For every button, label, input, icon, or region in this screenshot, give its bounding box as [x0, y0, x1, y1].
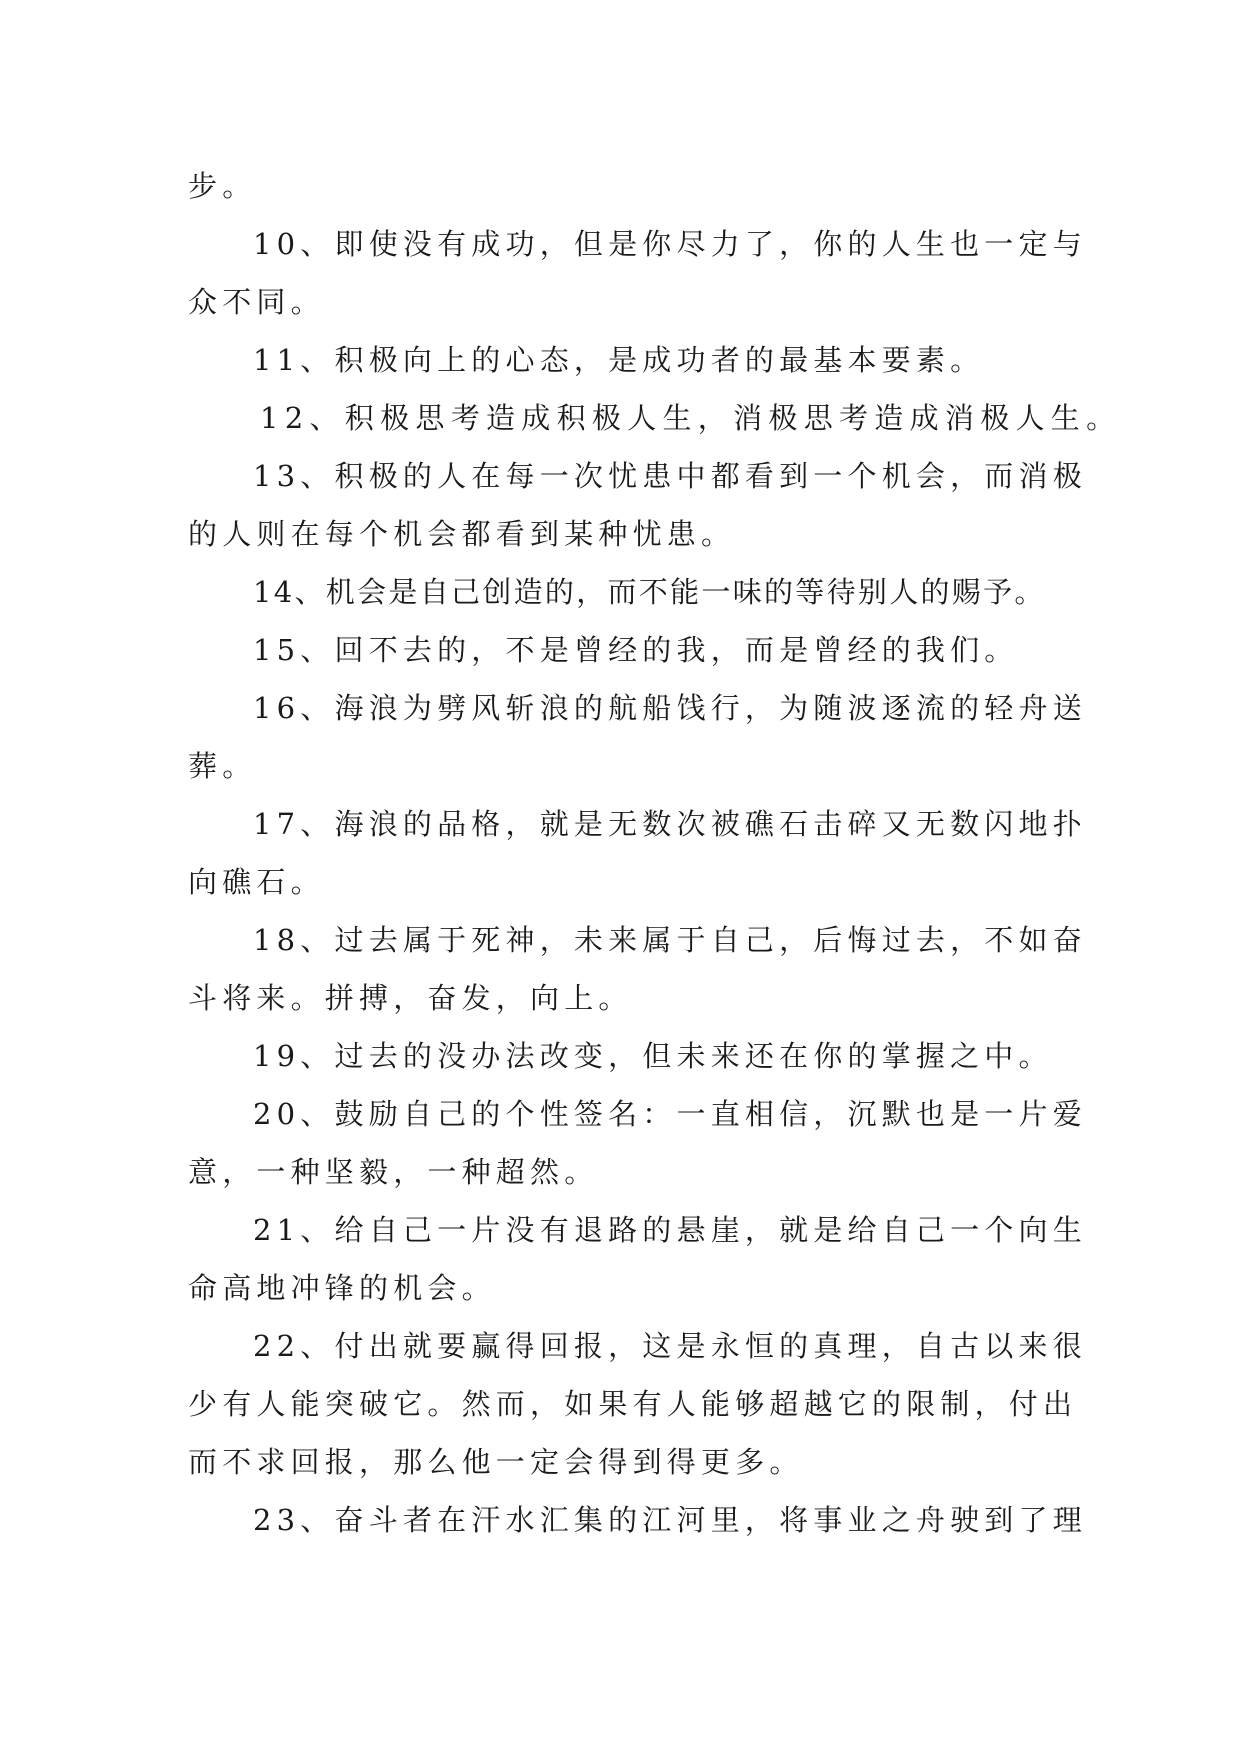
- text-line: 18、过去属于死神，未来属于自己，后悔过去，不如奋: [253, 923, 1087, 957]
- text-line: 19、过去的没办法改变，但未来还在你的掌握之中。: [253, 1039, 1053, 1073]
- text-line: 15、回不去的，不是曾经的我，而是曾经的我们。: [253, 633, 1019, 667]
- text-line: 葬。: [188, 749, 257, 783]
- text-line: 22、付出就要赢得回报，这是永恒的真理，自古以来很: [253, 1329, 1087, 1363]
- text-line: 而不求回报，那么他一定会得到得更多。: [188, 1445, 804, 1479]
- text-line: 12、积极思考造成积极人生，消极思考造成消极人生。: [260, 401, 1122, 435]
- text-line: 众不同。: [188, 285, 325, 319]
- text-line: 斗将来。拼搏，奋发，向上。: [188, 981, 633, 1015]
- text-line: 16、海浪为劈风斩浪的航船饯行，为随波逐流的轻舟送: [253, 691, 1087, 725]
- text-line: 少有人能突破它。然而，如果有人能够超越它的限制，付出: [188, 1387, 1078, 1421]
- text-line: 23、奋斗者在汗水汇集的江河里，将事业之舟驶到了理: [253, 1503, 1087, 1537]
- text-line: 21、给自己一片没有退路的悬崖，就是给自己一个向生: [253, 1213, 1087, 1247]
- text-line: 13、积极的人在每一次忧患中都看到一个机会，而消极: [253, 459, 1087, 493]
- text-line: 意，一种坚毅，一种超然。: [188, 1155, 599, 1189]
- text-line: 10、即使没有成功，但是你尽力了，你的人生也一定与: [253, 227, 1087, 261]
- text-line: 向礁石。: [188, 865, 325, 899]
- text-line: 14、机会是自己创造的，而不能一味的等待别人的赐予。: [253, 575, 1046, 609]
- text-line: 命高地冲锋的机会。: [188, 1271, 496, 1305]
- text-line: 的人则在每个机会都看到某种忧患。: [188, 517, 736, 551]
- text-line: 11、积极向上的心态，是成功者的最基本要素。: [253, 343, 985, 377]
- text-line: 步。: [188, 169, 257, 203]
- text-line: 20、鼓励自己的个性签名：一直相信，沉默也是一片爱: [253, 1097, 1087, 1131]
- text-line: 17、海浪的品格，就是无数次被礁石击碎又无数闪地扑: [253, 807, 1087, 841]
